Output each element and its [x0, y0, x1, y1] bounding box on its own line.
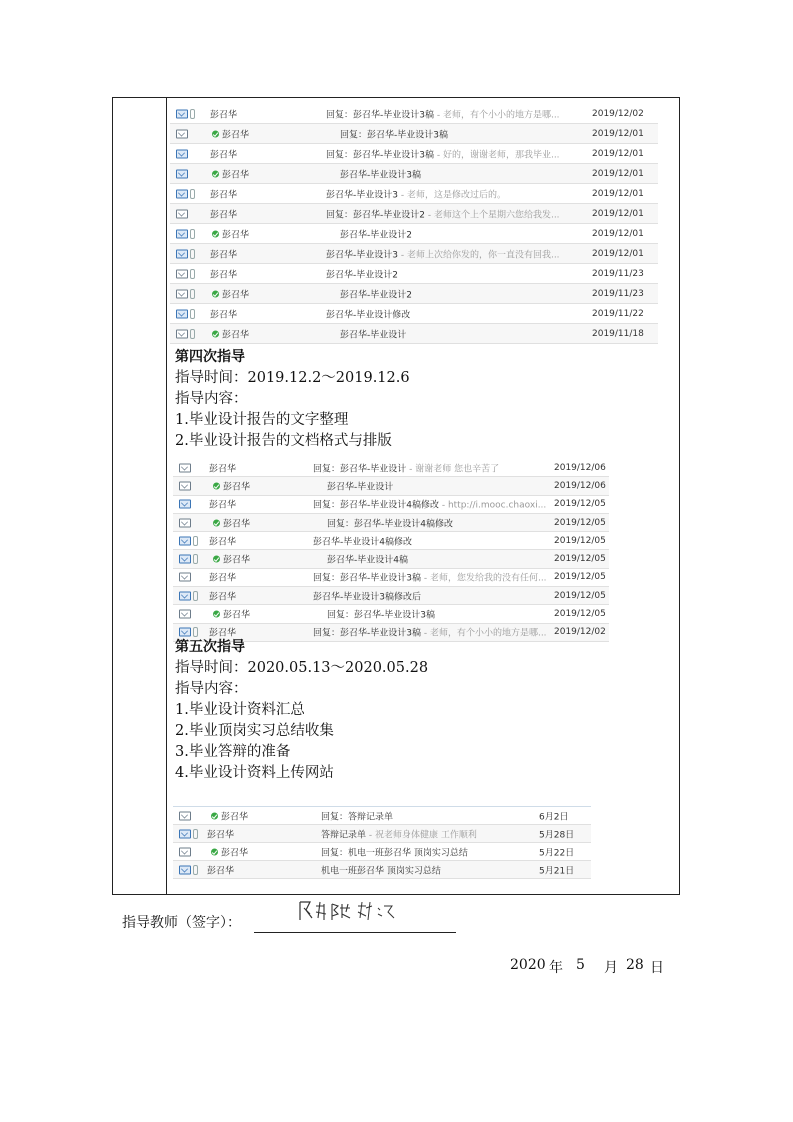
envelope-icon: [179, 573, 191, 582]
mail-row[interactable]: [170, 324, 658, 344]
mail-sender: 彭召华: [210, 270, 238, 280]
mail-subject-line: [313, 589, 421, 602]
mail-subject-line: [340, 167, 421, 180]
envelope-blue-icon: [176, 189, 188, 198]
mail-subject: 彭召华-毕业设计2: [326, 270, 398, 280]
section-5-item: 2.毕业顶岗实习总结收集: [175, 723, 334, 739]
mail-subject: 彭召华-毕业设计2: [340, 290, 412, 300]
mail-snippet: - 老师上次给你发的，你一直没有回我...: [397, 250, 560, 260]
mail-date: 2019/12/01: [592, 128, 644, 139]
mail-row[interactable]: [173, 477, 609, 495]
mail-subject: 彭召华-毕业设计3稿修改后: [313, 592, 421, 603]
mail-subject-line: [327, 553, 408, 566]
mail-sender: 彭召华: [210, 210, 238, 220]
mail-subject: 彭召华-毕业设计3: [326, 190, 398, 200]
mail-subject-line: [326, 147, 560, 160]
mail-subject-line: [326, 267, 398, 280]
replied-check-icon: [212, 130, 219, 137]
date-month: 5: [576, 957, 585, 973]
mail-sender: 彭召华: [210, 190, 238, 200]
mail-sender: 彭召华: [210, 250, 238, 260]
envelope-blue-icon: [176, 169, 188, 178]
mail-sender: 彭召华: [222, 130, 250, 140]
mail-date: 2019/12/05: [554, 554, 606, 565]
mail-sender: 彭召华: [221, 848, 249, 858]
envelope-icon: [176, 269, 188, 278]
mail-subject: 回复：彭召华-毕业设计3稿: [326, 110, 434, 120]
mail-subject: 回复：彭召华-毕业设计3稿: [327, 610, 435, 621]
envelope-icon: [179, 610, 191, 619]
envelope-icon: [176, 129, 188, 138]
mail-sender: 彭召华: [209, 500, 237, 511]
mail-subject-line: [313, 571, 547, 584]
envelope-blue-icon: [179, 628, 191, 637]
mail-date: 2019/12/02: [554, 627, 606, 638]
mail-snippet: - 老师，有个小小的地方是哪...: [420, 628, 547, 639]
mail-date: 2019/12/01: [592, 248, 644, 259]
mail-subject: 彭召华-毕业设计3: [326, 250, 398, 260]
attachment-icon: [190, 289, 195, 299]
mail-snippet: - 祝老师身体健康 工作顺利: [366, 830, 477, 840]
mail-subject: 回复：彭召华-毕业设计2: [326, 210, 425, 220]
mail-subject-line: [321, 845, 468, 858]
mail-subject: 回复：彭召华-毕业设计3稿: [313, 628, 421, 639]
mail-subject: 彭召华-毕业设计4稿修改: [313, 537, 412, 548]
mail-sender: 彭召华: [209, 573, 237, 584]
replied-check-icon: [211, 848, 218, 855]
mail-subject: 彭召华-毕业设计4稿: [327, 555, 408, 566]
mail-subject: 彭召华-毕业设计修改: [326, 310, 411, 320]
section-4-item: 2.毕业设计报告的文档格式与排版: [175, 433, 392, 449]
section-5-content-label: 指导内容：: [175, 681, 248, 697]
section-5-item: 1.毕业设计资料汇总: [175, 702, 305, 718]
mail-sender: 彭召华: [210, 110, 238, 120]
mail-date: 2019/11/22: [592, 308, 644, 319]
mail-subject: 彭召华-毕业设计: [327, 482, 394, 493]
mail-subject: 彭召华-毕业设计2: [340, 230, 412, 240]
handwritten-signature: [296, 896, 396, 926]
mail-snippet: - 老师，您发给我的没有任何...: [420, 573, 547, 584]
mail-subject-line: [340, 287, 412, 300]
mail-sender: 彭召华: [209, 537, 237, 548]
mail-date: 5月22日: [539, 848, 575, 858]
mail-sender: 彭召华: [222, 290, 250, 300]
mail-sender: 彭召华: [222, 170, 250, 180]
mail-subject-line: [326, 107, 560, 120]
envelope-blue-icon: [176, 109, 188, 118]
attachment-icon: [193, 829, 198, 839]
mail-subject-line: [313, 461, 499, 474]
mail-subject-line: [327, 516, 453, 529]
signature-label: 指导教师（签字）：: [122, 915, 241, 931]
section-5-item: 3.毕业答辩的准备: [175, 744, 291, 760]
mail-subject: 回复：彭召华-毕业设计4稿修改: [327, 519, 453, 530]
mail-row[interactable]: [170, 244, 658, 264]
mail-row[interactable]: [173, 825, 591, 843]
mail-row[interactable]: [173, 514, 609, 532]
mail-date: 5月21日: [539, 866, 575, 876]
replied-check-icon: [211, 812, 218, 819]
attachment-icon: [190, 189, 195, 199]
mail-subject: 回复：彭召华-毕业设计3稿: [326, 150, 434, 160]
mail-sender: 彭召华: [223, 610, 251, 621]
mail-subject: 回复：彭召华-毕业设计: [313, 464, 407, 475]
envelope-blue-icon: [179, 591, 191, 600]
column-divider: [166, 97, 167, 895]
section-4-heading: 第四次指导: [175, 349, 245, 365]
mail-row[interactable]: [173, 569, 609, 587]
attachment-icon: [193, 554, 198, 564]
attachment-icon: [193, 865, 198, 875]
envelope-blue-icon: [179, 865, 191, 874]
mail-subject-line: [321, 827, 477, 840]
mail-row[interactable]: [173, 587, 609, 605]
mail-subject-line: [340, 227, 412, 240]
section-4: [175, 347, 410, 452]
mail-row[interactable]: [170, 124, 658, 144]
mail-date: 2019/12/01: [592, 208, 644, 219]
mail-list-1: [170, 104, 658, 344]
mail-date: 6月2日: [539, 812, 569, 822]
mail-date: 2019/12/05: [554, 499, 606, 510]
replied-check-icon: [213, 482, 220, 489]
section-5-item: 4.毕业设计资料上传网站: [175, 765, 334, 781]
mail-subject: 答辩记录单: [321, 830, 367, 840]
attachment-icon: [193, 627, 198, 637]
mail-row[interactable]: [173, 550, 609, 568]
mail-date: 2019/12/06: [554, 462, 606, 473]
mail-date: 2019/12/05: [554, 517, 606, 528]
mail-subject-line: [313, 498, 547, 511]
mail-row[interactable]: [170, 204, 658, 224]
mail-subject: 回复：彭召华-毕业设计4稿修改: [313, 500, 439, 511]
mail-row[interactable]: [170, 164, 658, 184]
mail-sender: 彭召华: [222, 330, 250, 340]
mail-subject: 回复：机电一班彭召华 顶岗实习总结: [321, 848, 468, 858]
attachment-icon: [190, 329, 195, 339]
mail-sender: 彭召华: [222, 230, 250, 240]
date-day: 28: [626, 957, 644, 973]
mail-subject: 回复：答辩记录单: [321, 812, 394, 822]
date-year-unit: 年: [549, 960, 563, 976]
mail-sender: 彭召华: [209, 464, 237, 475]
envelope-icon: [179, 463, 191, 472]
mail-row[interactable]: [170, 264, 658, 284]
mail-row[interactable]: [173, 496, 609, 514]
envelope-icon: [179, 481, 191, 490]
mail-date: 2019/12/01: [592, 188, 644, 199]
section-4-item: 1.毕业设计报告的文字整理: [175, 412, 349, 428]
mail-row[interactable]: [170, 284, 658, 304]
date-month-unit: 月: [604, 960, 618, 976]
envelope-icon: [176, 289, 188, 298]
attachment-icon: [190, 269, 195, 279]
mail-sender: 彭召华: [207, 830, 235, 840]
attachment-icon: [190, 249, 195, 259]
mail-date: 2019/12/01: [592, 228, 644, 239]
envelope-blue-icon: [176, 309, 188, 318]
mail-subject-line: [326, 307, 410, 320]
mail-row[interactable]: [170, 304, 658, 324]
section-4-time: 指导时间：2019.12.2～2019.12.6: [175, 370, 410, 386]
replied-check-icon: [212, 230, 219, 237]
envelope-blue-icon: [179, 536, 191, 545]
mail-subject: 回复：彭召华-毕业设计3稿: [340, 130, 448, 140]
envelope-blue-icon: [179, 500, 191, 509]
replied-check-icon: [212, 290, 219, 297]
mail-row[interactable]: [173, 807, 591, 825]
mail-snippet: - 谢谢老师 您也辛苦了: [406, 464, 500, 475]
envelope-blue-icon: [179, 555, 191, 564]
mail-date: 5月28日: [539, 830, 575, 840]
mail-date: 2019/12/05: [554, 572, 606, 583]
mail-sender: 彭召华: [207, 866, 235, 876]
date-day-unit: 日: [650, 960, 664, 976]
attachment-icon: [190, 229, 195, 239]
mail-snippet: - 老师这个上个星期六您给我发...: [424, 210, 560, 220]
mail-date: 2019/12/02: [592, 108, 644, 119]
mail-list-3: [173, 806, 591, 879]
mail-sender: 彭召华: [210, 310, 238, 320]
mail-subject-line: [326, 207, 560, 220]
attachment-icon: [190, 309, 195, 319]
mail-subject-line: [327, 608, 435, 621]
section-5-heading: 第五次指导: [175, 639, 245, 655]
envelope-icon: [179, 518, 191, 527]
replied-check-icon: [212, 330, 219, 337]
attachment-icon: [193, 536, 198, 546]
date-year: 2020: [510, 957, 546, 973]
replied-check-icon: [213, 519, 220, 526]
mail-snippet: - 老师，这是修改过后的。: [397, 190, 506, 200]
mail-snippet: - 老师，有个小小的地方是哪...: [433, 110, 560, 120]
section-5: [175, 637, 428, 784]
replied-check-icon: [212, 170, 219, 177]
section-4-content-label: 指导内容：: [175, 391, 248, 407]
envelope-icon: [179, 847, 191, 856]
mail-date: 2019/12/05: [554, 590, 606, 601]
mail-date: 2019/12/01: [592, 168, 644, 179]
envelope-blue-icon: [176, 249, 188, 258]
mail-row[interactable]: [173, 532, 609, 550]
attachment-icon: [193, 591, 198, 601]
mail-subject-line: [326, 187, 506, 200]
section-5-time: 指导时间：2020.05.13～2020.05.28: [175, 660, 429, 676]
mail-row[interactable]: [170, 224, 658, 244]
envelope-icon: [176, 209, 188, 218]
mail-date: 2019/12/06: [554, 480, 606, 491]
mail-row[interactable]: [173, 459, 609, 477]
mail-sender: 彭召华: [210, 150, 238, 160]
mail-date: 2019/12/05: [554, 609, 606, 620]
mail-snippet: - 好的，谢谢老师，那我毕业...: [433, 150, 560, 160]
envelope-icon: [176, 329, 188, 338]
replied-check-icon: [213, 611, 220, 618]
mail-row[interactable]: [170, 184, 658, 204]
mail-sender: 彭召华: [223, 519, 251, 530]
mail-row[interactable]: [173, 605, 609, 623]
mail-subject: 彭召华-毕业设计: [340, 330, 407, 340]
signature-line: [254, 932, 456, 933]
envelope-icon: [179, 811, 191, 820]
mail-row[interactable]: [173, 843, 591, 861]
mail-row[interactable]: [170, 144, 658, 164]
mail-date: 2019/11/23: [592, 288, 644, 299]
mail-row[interactable]: [173, 861, 591, 879]
mail-subject-line: [321, 809, 393, 822]
envelope-blue-icon: [179, 829, 191, 838]
mail-date: 2019/12/01: [592, 148, 644, 159]
mail-row[interactable]: [170, 104, 658, 124]
mail-subject-line: [313, 534, 412, 547]
mail-sender: 彭召华: [221, 812, 249, 822]
mail-subject-line: [326, 247, 560, 260]
mail-list-2: [173, 459, 609, 642]
mail-sender: 彭召华: [209, 628, 237, 639]
mail-subject: 回复：彭召华-毕业设计3稿: [313, 573, 421, 584]
mail-snippet: - http://i.mooc.chaoxi...: [438, 500, 547, 511]
mail-date: 2019/11/23: [592, 268, 644, 279]
mail-subject-line: [321, 863, 441, 876]
mail-subject-line: [340, 327, 406, 340]
mail-sender: 彭召华: [223, 482, 251, 493]
mail-date: 2019/11/18: [592, 328, 644, 339]
mail-subject-line: [327, 479, 393, 492]
mail-subject-line: [340, 127, 448, 140]
replied-check-icon: [213, 556, 220, 563]
attachment-icon: [190, 109, 195, 119]
mail-subject: 机电一班彭召华 顶岗实习总结: [321, 866, 441, 876]
mail-subject: 彭召华-毕业设计3稿: [340, 170, 421, 180]
mail-sender: 彭召华: [209, 592, 237, 603]
mail-date: 2019/12/05: [554, 535, 606, 546]
envelope-blue-icon: [176, 229, 188, 238]
mail-sender: 彭召华: [223, 555, 251, 566]
envelope-blue-icon: [176, 149, 188, 158]
